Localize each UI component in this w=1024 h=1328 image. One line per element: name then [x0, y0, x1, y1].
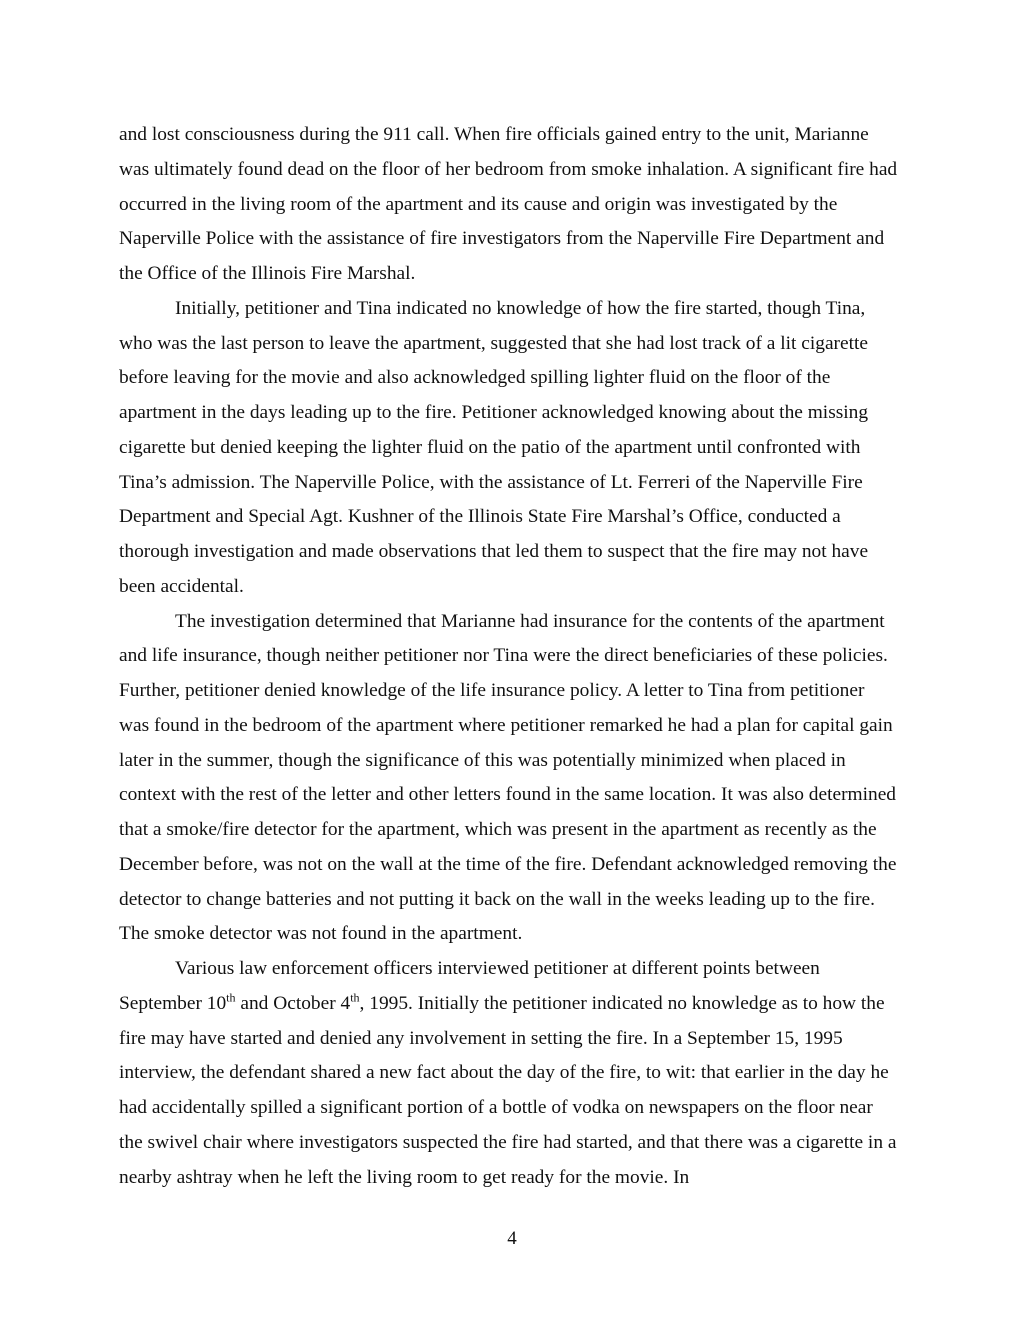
- page-number: 4: [507, 1228, 517, 1249]
- paragraph-text: and October 4: [235, 992, 351, 1014]
- body-text: [119, 118, 899, 1195]
- paragraph: [119, 952, 899, 1195]
- paragraph-text: , 1995. Initially the petitioner indicated no knowledge as to how the fire may have started and denied any involvement in setting the fire. In a September 15, 1995 interview, the defendant shared a new fact about the day of the fire, to wit: that earlier in the day he had accidentally spilled a significant portion of a bottle of vodka on newspapers on the floor near the swivel chair where investigators suspected the fire had started, and that there was a cigarette in a nearby ashtray when he left the living room to get ready for the movie. In: [119, 992, 897, 1188]
- paragraph: [119, 292, 899, 605]
- paragraph-text: Initially, petitioner and Tina indicated no knowledge of how the fire started, though Tina, who was the last person to leave the apartment, suggested that she had lost track of a lit cigarette before leaving for the movie and also acknowledged spilling lighter fluid on the floor of the apartment in the days leading up to the fire. Petitioner acknowledged knowing about the missing cigarette but denied keeping the lighter fluid on the patio of the apartment until confronted with Tina’s admission. The Naperville Police, with the assistance of Lt. Ferreri of the Naperville Fire Department and Special Agt. Kushner of the Illinois State Fire Marshal’s Office, conducted a thorough investigation and made observations that led them to suspect that the fire may not have been accidental.: [119, 297, 869, 597]
- ordinal-suffix: th: [350, 990, 360, 1005]
- paragraph: [119, 118, 899, 292]
- ordinal-suffix: th: [226, 990, 236, 1005]
- paragraph: [119, 605, 899, 953]
- paragraph-text: Various law enforcement officers interviewed petitioner at different points between September 10: [119, 958, 820, 1014]
- paragraph-text: The investigation determined that Marianne had insurance for the contents of the apartment and life insurance, though neither petitioner nor Tina were the direct beneficiaries of these policies. Further, petitioner denied knowledge of the life insurance policy. A letter to Tina from petitioner was found in the bedroom of the apartment where petitioner remarked he had a plan for capital gain later in the summer, though the significance of this was potentially minimized when placed in context with the rest of the letter and other letters found in the same location. It was also determined that a smoke/fire detector for the apartment, which was present in the apartment as recently as the December before, was not on the wall at the time of the fire. Defendant acknowledged removing the detector to change batteries and not putting it back on the wall in the weeks leading up to the fire. The smoke detector was not found in the apartment.: [119, 610, 897, 945]
- paragraph-text: and lost consciousness during the 911 call. When fire officials gained entry to the unit, Marianne was ultimately found dead on the floor of her bedroom from smoke inhalation. A significant fire had occurred in the living room of the apartment and its cause and origin was investigated by the Naperville Police with the assistance of fire investigators from the Naperville Fire Department and the Office of the Illinois Fire Marshal.: [119, 124, 898, 284]
